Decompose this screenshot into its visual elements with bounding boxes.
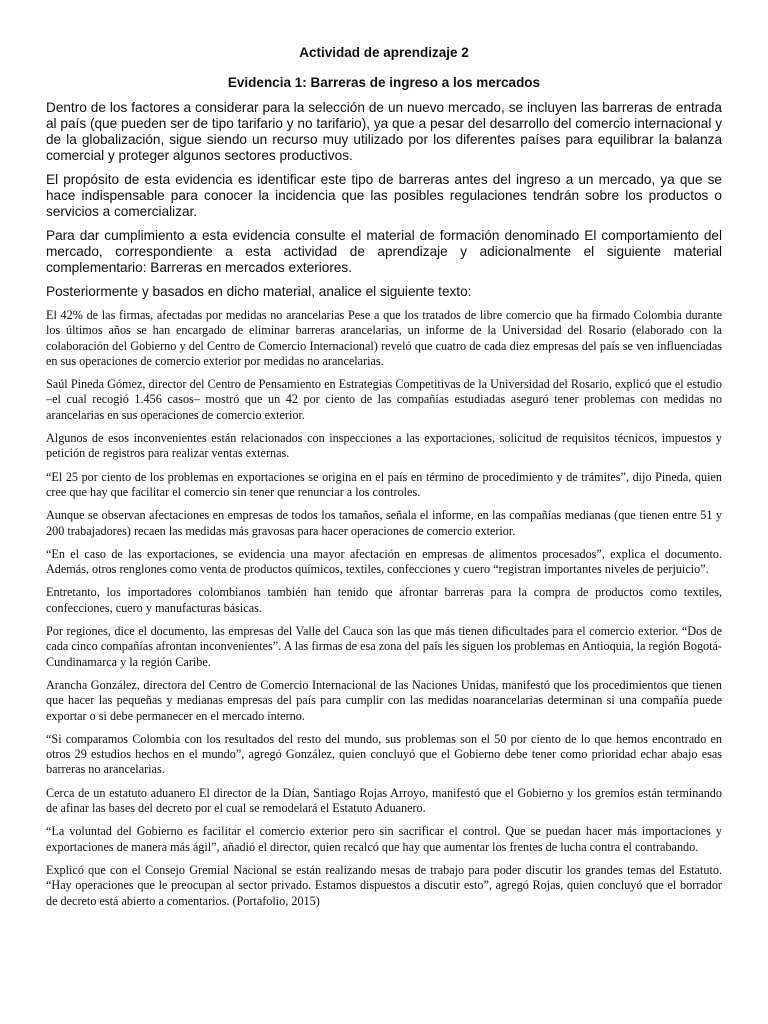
article-text — [46, 308, 722, 909]
article-paragraph: Aunque se observan afectaciones en empresas de todos los tamaños, señala el informe, en las compañías medianas (que tienen entre 51 y 200 trabajadores) recaen las medidas más gravosas para hacer operaciones de comercio exterior. — [46, 508, 722, 538]
article-paragraph: “En el caso de las exportaciones, se evidencia una mayor afectación en empresas de alimentos procesados”, explica el documento. Además, otros renglones como venta de productos químicos, textiles, confecciones y cuero “registran importantes niveles de perjuicio”. — [46, 546, 722, 577]
intro-paragraph: Posteriormente y basados en dicho material, analice el siguiente texto: — [46, 284, 472, 299]
article-paragraph: Algunos de esos inconvenientes están relacionados con inspecciones a las exportaciones, solicitud de requisitos técnicos, impuestos y petición de registros para realizar ventas externas. — [46, 431, 722, 461]
article-paragraph: Entretanto, los importadores colombianos también han tenido que afrontar barreras para la compra de productos como textiles, confecciones, cuero y manufacturas básicas. — [46, 585, 722, 615]
article-paragraph: “Si comparamos Colombia con los resultados del resto del mundo, sus problemas son el 50 por ciento de lo que hemos encontrado en otros 29 estudios hechos en el mundo”, agregó González, quien concluyó que el Gobierno debe tener como prioridad echar abajo esas barreras no arancelarias. — [46, 731, 722, 777]
article-paragraph: El 42% de las firmas, afectadas por medidas no arancelarias Pese a que los tratados de libre comercio que ha firmado Colombia durante los últimos años se han encargado de eliminar barreras arancelarias, un informe de la Universidad del Rosario (elaborado con la colaboración del Gobierno y del Centro de Comercio Internacional) reveló que cuatro de cada diez empresas del país se ven influenciadas en sus operaciones de comercio exterior por medidas no arancelarias. — [46, 308, 722, 368]
article-paragraph: “El 25 por ciento de los problemas en exportaciones se origina en el país en término de procedimiento y de trámites”, dijo Pineda, quien cree que hay que facilitar el comercio sin tener que renunciar a los controles. — [46, 469, 722, 499]
document-subtitle: Evidencia 1: Barreras de ingreso a los mercados — [227, 75, 541, 90]
article-paragraph: Saúl Pineda Gómez, director del Centro de Pensamiento en Estrategias Competitivas de la Universidad del Rosario, explicó que el estudio –el cual recogió 1.456 casos– mostró que un 42 por ciento de las compañías estudiadas aseguró tener problemas con medidas no arancelarias en sus operaciones de comercio exterior. — [46, 377, 722, 422]
article-paragraph: Explicó que con el Consejo Gremial Nacional se están realizando mesas de trabajo para poder discutir los grandes temas del Estatuto. “Hay operaciones que le preocupan al sector privado. Estamos dispuestos a discutir esto”, agregó Rojas, quien concluyó que el borrador de decreto está abierto a comentarios. (Portafolio, 2015) — [46, 862, 722, 908]
article-paragraph: Cerca de un estatuto aduanero El director de la Dian, Santiago Rojas Arroyo, manifestó que el Gobierno y los gremios están terminando de afinar las bases del decreto por el cual se remodelará el Estatuto Aduanero. — [46, 785, 722, 816]
document-title: Actividad de aprendizaje 2 — [299, 45, 469, 60]
article-paragraph: “La voluntad del Gobierno es facilitar el comercio exterior pero sin sacrificar el control. Que se puedan hacer más importaciones y exportaciones de manera más ágil”, añadió el director, quien recalcó que hay que aumentar los frentes de lucha contra el contrabando. — [46, 824, 722, 854]
intro-paragraph: El propósito de esta evidencia es identificar este tipo de barreras antes del ingreso a un mercado, ya que se hace indispensable para conocer la incidencia que las posibles regulaciones tendrán sobre los productos o servicios a comercializar. — [46, 172, 722, 219]
intro-paragraph: Para dar cumplimiento a esta evidencia consulte el material de formación denominado El comportamiento del mercado, correspondiente a esta actividad de aprendizaje y adicionalmente el siguiente material complementario: Barreras en mercados exteriores. — [46, 228, 722, 275]
intro-paragraph: Dentro de los factores a considerar para la selección de un nuevo mercado, se incluyen las barreras de entrada al país (que pueden ser de tipo tarifario y no tarifario), ya que a pesar del desarrollo del comercio internacional y de la globalización, sigue siendo un recurso muy utilizado por los diferentes países para equilibrar la balanza comercial y proteger algunos sectores productivos. — [46, 100, 722, 163]
article-paragraph: Por regiones, dice el documento, las empresas del Valle del Cauca son las que más tienen dificultades para el comercio exterior. “Dos de cada cinco compañías afrontan inconvenientes”. A las firmas de esa zona del país les siguen los problemas en Antioquia, la región Bogotá-Cundinamarca y la región Caribe. — [46, 624, 722, 669]
article-paragraph: Arancha González, directora del Centro de Comercio Internacional de las Naciones Unidas, manifestó que los procedimientos que tienen que hacer las pequeñas y medianas empresas del país para cumplir con las medidas noarancelarias determinan si una compañía puede exportar o si debe permanecer en el mercado interno. — [46, 677, 722, 723]
